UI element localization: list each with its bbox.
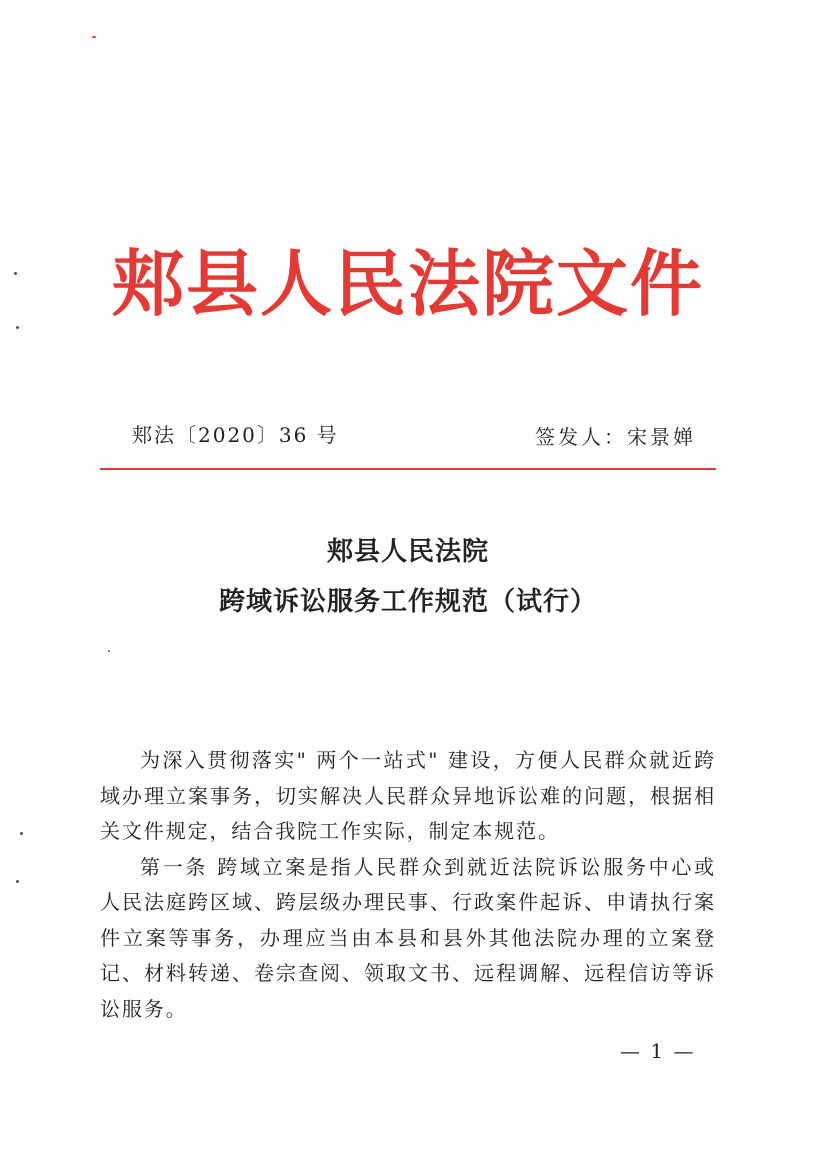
scan-speck [108,650,110,652]
article-1-paragraph [100,850,716,1028]
signer: 签发人：宋景婵 [535,425,696,449]
article-1-heading: 第一条 [140,854,209,879]
scan-speck [92,36,96,38]
document-title-line-1: 郏县人民法院 [326,537,489,567]
scan-speck [20,832,23,835]
scan-speck [14,272,17,275]
document-body [100,743,716,1027]
red-separator-line [100,468,716,470]
intro-paragraph: 为深入贯彻落实" 两个一站式" 建设，方便人民群众就近跨域办理立案事务，切实解决人民群众异地诉讼难的问题，根据相关文件规定，结合我院工作实际，制定本规范。 [100,748,716,843]
document-number: 郏法〔2020〕36 号 [132,423,339,447]
scan-speck [16,326,19,329]
page-number: — 1 — [620,1039,696,1063]
masthead-title: 郏县人民法院文件 [111,242,704,326]
article-1-text: 跨域立案是指人民群众到就近法院诉讼服务中心或人民法庭跨区域、跨层级办理民事、行政案件起诉、申请执行案件立案等事务，办理应当由本县和县外其他法院办理的立案登记、材料转递、卷宗查阅、领取文书、远程调解、远程信访等诉讼服务。 [100,854,717,1021]
scan-speck [16,880,19,883]
document-title-line-2: 跨域诉讼服务工作规范（试行） [218,587,597,617]
